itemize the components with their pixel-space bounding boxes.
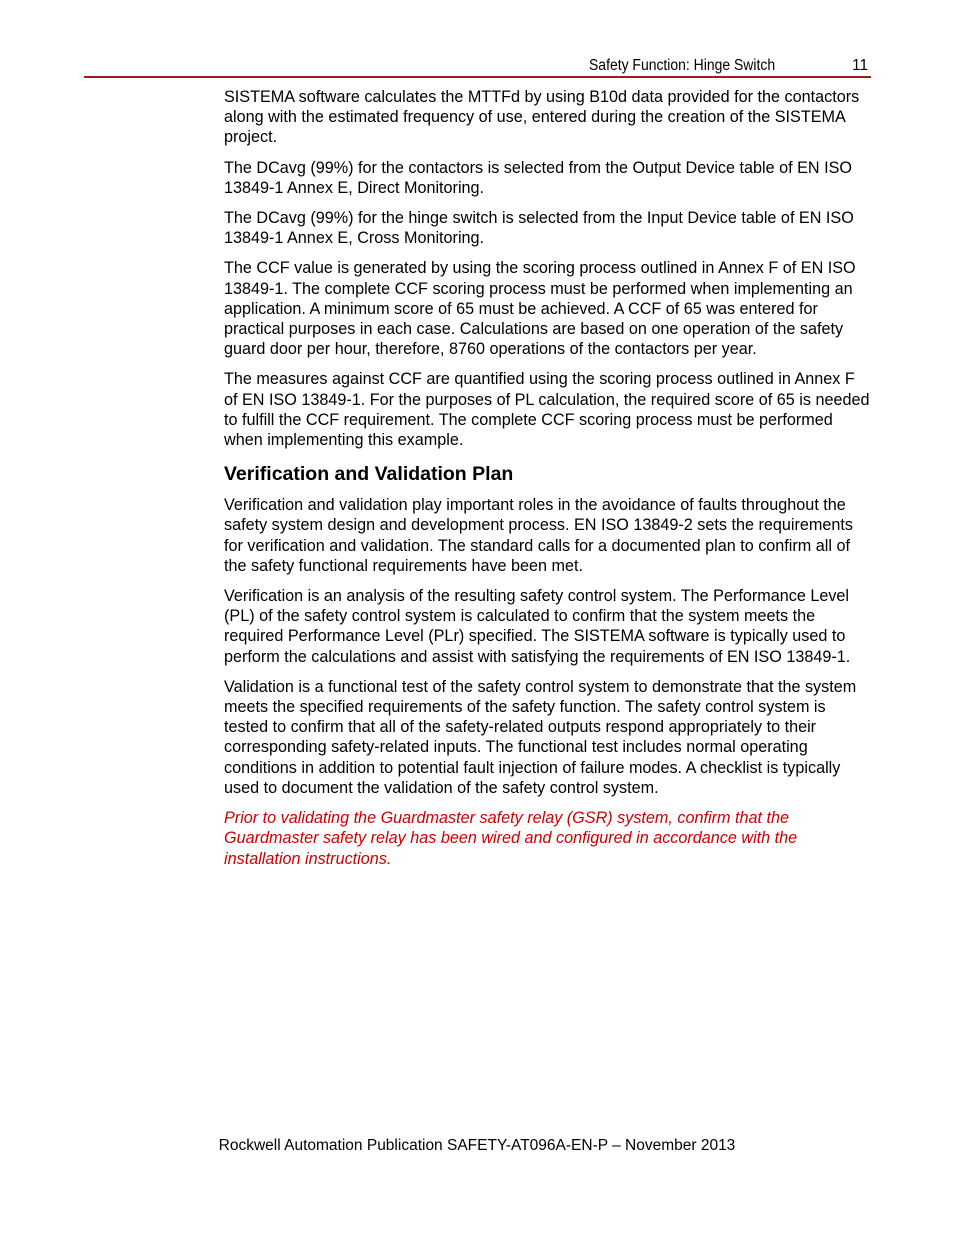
- paragraph-verification: Verification is an analysis of the resulting safety control system. The Performance Level (PL) of the safety control system is calculated to confirm that the system meets the required Performance Level (PLr) specified. The SISTEMA software is typically used to perform the calculations and assist with satisfying the requirements of EN ISO 13849-1.: [224, 587, 851, 666]
- paragraph-ccf-value: The CCF value is generated by using the scoring process outlined in Annex F of EN ISO 13849-1. The complete CCF scoring process must be performed when implementing an application. A minimum score of 65 must be achieved. A CCF of 65 was entered for practical purposes in each case. Calculations are based on one operation of the safety guard door per hour, therefore, 8760 operations of the contactors per year.: [224, 259, 856, 359]
- validation-note: Prior to validating the Guardmaster safety relay (GSR) system, confirm that the Guardmaster safety relay has been wired and configured in accordance with the installation instructions.: [224, 809, 798, 868]
- paragraph-validation: Validation is a functional test of the safety control system to demonstrate that the system meets the specified requirements of the safety function. The safety control system is tested to confirm that all of the safety-related outputs respond appropriately to their corresponding safety-related inputs. The functional test includes normal operating conditions in addition to potential fault injection of failure modes. A checklist is typically used to document the validation of the safety control system.: [224, 677, 857, 797]
- header-rule: [84, 76, 871, 78]
- page-number: 11: [852, 57, 869, 74]
- paragraph-mttfd: SISTEMA software calculates the MTTFd by using B10d data provided for the contactors along with the estimated frequency of use, entered during the creation of the SISTEMA project.: [224, 88, 860, 147]
- header-title: Safety Function: Hinge Switch: [589, 57, 776, 74]
- paragraph-dcavg-contactors: The DCavg (99%) for the contactors is selected from the Output Device table of EN ISO 13849-1 Annex E, Direct Monitoring.: [224, 158, 852, 197]
- page-content: [224, 87, 872, 879]
- page-footer: Rockwell Automation Publication SAFETY-AT096A-EN-P – November 2013: [218, 1137, 736, 1154]
- paragraph-verification-validation: Verification and validation play important roles in the avoidance of faults throughout the safety system design and development process. EN ISO 13849-2 sets the requirements for verification and validation. The standard calls for a documented plan to confirm all of the safety functional requirements have been met.: [224, 496, 853, 575]
- paragraph-dcavg-hinge-switch: The DCavg (99%) for the hinge switch is selected from the Input Device table of EN ISO 13849-1 Annex E, Cross Monitoring.: [224, 209, 854, 248]
- paragraph-ccf-measures: The measures against CCF are quantified using the scoring process outlined in Annex F of EN ISO 13849-1. For the purposes of PL calculation, the required score of 65 is needed to fulfill the CCF requirement. The complete CCF scoring process must be performed when implementing this example.: [224, 370, 870, 450]
- section-heading: Verification and Validation Plan: [224, 463, 514, 486]
